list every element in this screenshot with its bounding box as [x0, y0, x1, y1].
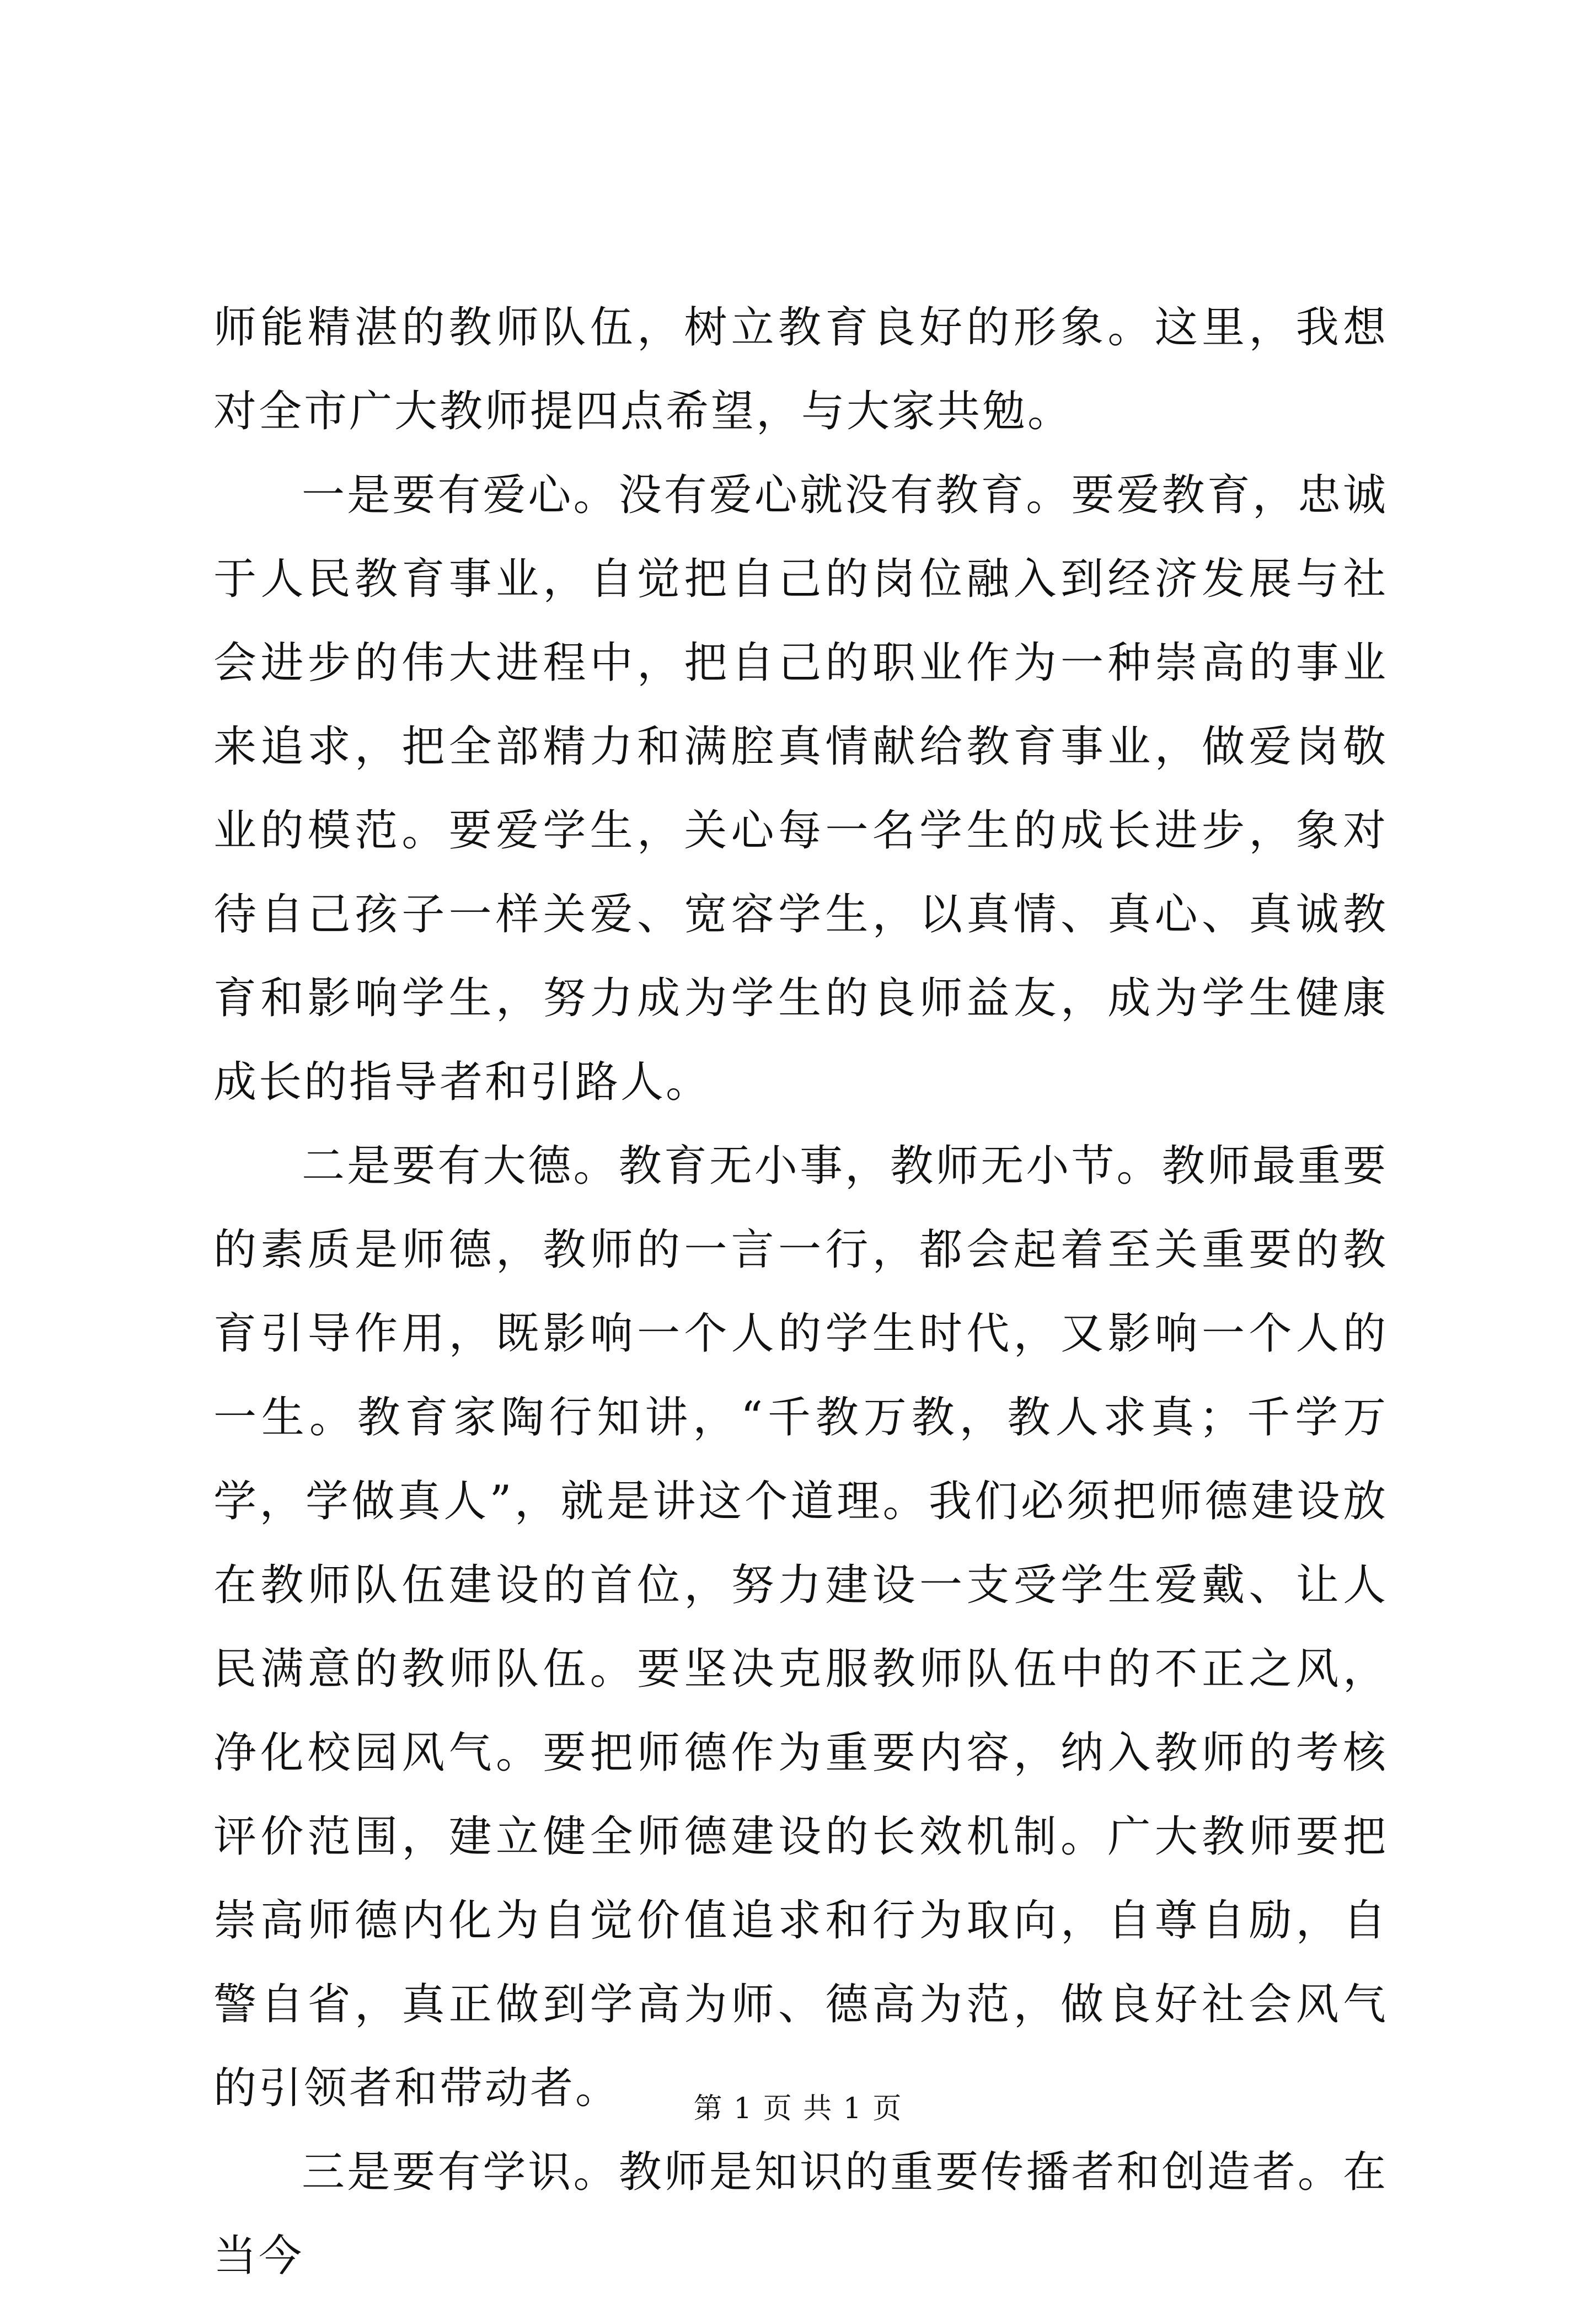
document-body [213, 286, 1388, 2298]
page-footer [0, 2085, 1596, 2126]
page-number: 第 1 页 共 1 页 [693, 2092, 903, 2125]
paragraph-love: 一是要有爱心。没有爱心就没有教育。要爱教育，忠诚于人民教育事业，自觉把自己的岗位融入到经济发展与社会进步的伟大进程中，把自己的职业作为一种崇高的事业来追求，把全部精力和满腔真情献给教育事业，做爱岗敬业的模范。要爱学生，关心每一名学生的成长进步，象对待自己孩子一样关爱、宽容学生，以真情、真心、真诚教育和影响学生，努力成为学生的良师益友，成为学生健康成长的指导者和引路人。 [213, 471, 1388, 1107]
paragraph-continuation: 师能精湛的教师队伍，树立教育良好的形象。这里，我想对全市广大教师提四点希望，与大家共勉。 [213, 303, 1388, 436]
paragraph-virtue: 二是要有大德。教育无小事，教师无小节。教师最重要的素质是师德，教师的一言一行，都会起着至关重要的教育引导作用，既影响一个人的学生时代，又影响一个人的一生。教育家陶行知讲，“千教万教，教人求真；千学万学，学做真人”，就是讲这个道理。我们必须把师德建设放在教师队伍建设的首位，努力建设一支受学生爱戴、让人民满意的教师队伍。要坚决克服教师队伍中的不正之风，净化校园风气。要把师德作为重要内容，纳入教师的考核评价范围，建立健全师德建设的长效机制。广大教师要把崇高师德内化为自觉价值追求和行为取向，自尊自励，自警自省，真正做到学高为师、德高为范，做良好社会风气的引领者和带动者。 [213, 1141, 1388, 2113]
paragraph-knowledge: 三是要有学识。教师是知识的重要传播者和创造者。在当今 [213, 2147, 1388, 2281]
